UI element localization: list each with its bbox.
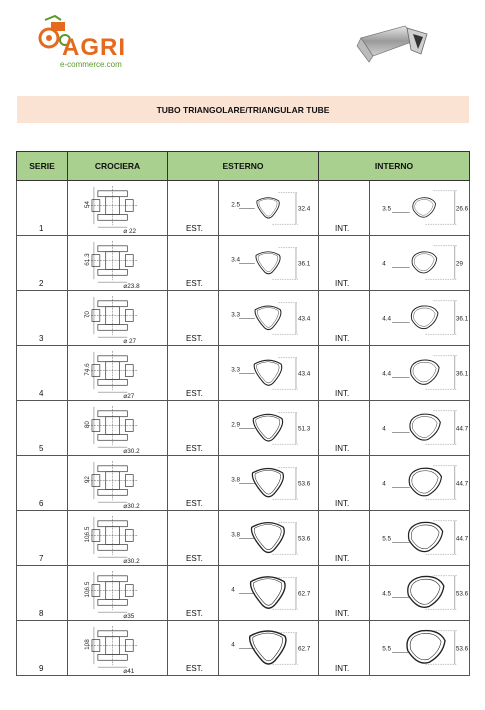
cross-diameter-label: ⌀ 22 (123, 228, 137, 235)
column-header-serie: SERIE (17, 152, 68, 181)
ext-height-label: 43.4 (297, 315, 311, 323)
int-height-label: 26.6 (455, 205, 469, 213)
interno-drawing-cell (370, 346, 470, 401)
table-row (17, 511, 470, 566)
int-height-label: 44.7 (455, 480, 469, 488)
cross-diameter-label: ⌀41 (123, 668, 135, 675)
universal-joint-drawing (68, 401, 167, 455)
internal-profile-drawing (370, 401, 469, 455)
int-label-cell (319, 456, 370, 511)
table-row (17, 621, 470, 676)
est-label-cell (168, 621, 219, 676)
column-header-esterno: ESTERNO (168, 152, 319, 181)
serie-cell (17, 401, 68, 456)
int-label: INT. (335, 609, 350, 618)
external-profile-drawing (219, 511, 318, 565)
external-profile-drawing (219, 401, 318, 455)
int-wall-label: 4 (382, 260, 386, 268)
int-label: INT. (335, 334, 350, 343)
int-label: INT. (335, 499, 350, 508)
cross-height-label: 108 (84, 639, 92, 650)
int-label-cell (319, 236, 370, 291)
serie-cell (17, 236, 68, 291)
table-row (17, 236, 470, 291)
external-profile-drawing (219, 236, 318, 290)
serie-cell (17, 181, 68, 236)
ext-height-label: 53.6 (297, 480, 311, 488)
int-wall-label: 3.5 (382, 205, 392, 213)
table-row (17, 181, 470, 236)
internal-profile-drawing (370, 346, 469, 400)
crociera-cell (68, 401, 168, 456)
ext-wall-label: 3.8 (231, 476, 241, 484)
universal-joint-drawing (68, 346, 167, 400)
cross-diameter-label: ⌀ 27 (123, 338, 137, 345)
est-label-cell (168, 346, 219, 401)
int-label: INT. (335, 279, 350, 288)
cross-diameter-label: ⌀27 (123, 393, 135, 400)
est-label-cell (168, 291, 219, 346)
esterno-drawing-cell (219, 566, 319, 621)
column-header-crociera: CROCIERA (68, 152, 168, 181)
cross-height-label: 54 (84, 201, 92, 209)
external-profile-drawing (219, 291, 318, 345)
esterno-drawing-cell (219, 236, 319, 291)
est-label-cell (168, 511, 219, 566)
int-label-cell (319, 181, 370, 236)
interno-drawing-cell (370, 401, 470, 456)
serie-number: 6 (39, 499, 44, 508)
ext-wall-label: 4 (231, 641, 235, 649)
esterno-drawing-cell (219, 401, 319, 456)
ext-wall-label: 2.9 (231, 421, 241, 429)
tube-spec-table (16, 151, 470, 676)
est-label: EST. (186, 499, 203, 508)
int-height-label: 44.7 (455, 535, 469, 543)
ext-height-label: 43.4 (297, 370, 311, 378)
est-label-cell (168, 181, 219, 236)
crociera-cell (68, 566, 168, 621)
esterno-drawing-cell (219, 291, 319, 346)
table-row (17, 401, 470, 456)
cross-diameter-label: ⌀35 (123, 613, 135, 620)
int-label-cell (319, 566, 370, 621)
est-label: EST. (186, 334, 203, 343)
table-header-row (17, 152, 470, 181)
int-height-label: 36.1 (455, 370, 469, 378)
interno-drawing-cell (370, 236, 470, 291)
int-height-label: 53.6 (455, 590, 469, 598)
ext-height-label: 62.7 (297, 590, 311, 598)
est-label: EST. (186, 444, 203, 453)
cross-height-label: 74.6 (84, 363, 92, 376)
cross-diameter-label: ⌀23.8 (123, 283, 140, 290)
ext-wall-label: 3.4 (231, 256, 241, 264)
int-label-cell (319, 401, 370, 456)
est-label-cell (168, 401, 219, 456)
page-title: TUBO TRIANGOLARE/TRIANGULAR TUBE (17, 96, 469, 123)
external-profile-drawing (219, 456, 318, 510)
universal-joint-drawing (68, 181, 167, 235)
external-profile-drawing (219, 346, 318, 400)
ext-wall-label: 3.8 (231, 531, 241, 539)
crociera-cell (68, 346, 168, 401)
interno-drawing-cell (370, 291, 470, 346)
serie-number: 9 (39, 664, 44, 673)
interno-drawing-cell (370, 621, 470, 676)
ext-height-label: 51.3 (297, 425, 311, 433)
serie-cell (17, 621, 68, 676)
int-wall-label: 4.4 (382, 370, 392, 378)
esterno-drawing-cell (219, 456, 319, 511)
est-label: EST. (186, 279, 203, 288)
est-label-cell (168, 456, 219, 511)
table-row (17, 346, 470, 401)
int-label-cell (319, 511, 370, 566)
table-row (17, 291, 470, 346)
crociera-cell (68, 291, 168, 346)
serie-number: 2 (39, 279, 44, 288)
serie-cell (17, 456, 68, 511)
int-wall-label: 4 (382, 480, 386, 488)
int-wall-label: 4.5 (382, 590, 392, 598)
universal-joint-drawing (68, 236, 167, 290)
crociera-cell (68, 236, 168, 291)
universal-joint-drawing (68, 511, 167, 565)
int-wall-label: 4.4 (382, 315, 392, 323)
cross-height-label: 80 (84, 421, 92, 429)
interno-drawing-cell (370, 566, 470, 621)
table-row (17, 566, 470, 621)
external-profile-drawing (219, 621, 318, 675)
internal-profile-drawing (370, 456, 469, 510)
serie-number: 5 (39, 444, 44, 453)
int-label: INT. (335, 444, 350, 453)
esterno-drawing-cell (219, 621, 319, 676)
cross-height-label: 61.3 (84, 253, 92, 266)
est-label: EST. (186, 664, 203, 673)
logo-subtitle: e-commerce.com (60, 60, 122, 69)
est-label-cell (168, 566, 219, 621)
universal-joint-drawing (68, 456, 167, 510)
internal-profile-drawing (370, 236, 469, 290)
serie-number: 8 (39, 609, 44, 618)
int-label: INT. (335, 389, 350, 398)
logo-text: AGRI (62, 34, 126, 61)
universal-joint-drawing (68, 291, 167, 345)
int-label: INT. (335, 664, 350, 673)
ext-wall-label: 4 (231, 586, 235, 594)
esterno-drawing-cell (219, 511, 319, 566)
ext-height-label: 36.1 (297, 260, 311, 268)
triangular-tube-image (355, 20, 435, 68)
int-height-label: 53.6 (455, 645, 469, 653)
serie-cell (17, 566, 68, 621)
cross-height-label: 106.5 (84, 581, 92, 598)
crociera-cell (68, 621, 168, 676)
int-wall-label: 5.5 (382, 645, 392, 653)
table-row (17, 456, 470, 511)
ext-height-label: 62.7 (297, 645, 311, 653)
serie-number: 7 (39, 554, 44, 563)
int-label-cell (319, 291, 370, 346)
crociera-cell (68, 181, 168, 236)
internal-profile-drawing (370, 511, 469, 565)
int-height-label: 36.1 (455, 315, 469, 323)
serie-cell (17, 291, 68, 346)
internal-profile-drawing (370, 566, 469, 620)
cross-height-label: 106.5 (84, 526, 92, 543)
est-label-cell (168, 236, 219, 291)
universal-joint-drawing (68, 621, 167, 675)
ext-wall-label: 3.3 (231, 366, 241, 374)
esterno-drawing-cell (219, 346, 319, 401)
int-label-cell (319, 346, 370, 401)
cross-height-label: 92 (84, 476, 92, 484)
internal-profile-drawing (370, 291, 469, 345)
ext-wall-label: 2.5 (231, 201, 241, 209)
crociera-cell (68, 456, 168, 511)
internal-profile-drawing (370, 621, 469, 675)
serie-cell (17, 346, 68, 401)
interno-drawing-cell (370, 511, 470, 566)
cross-diameter-label: ⌀30.2 (123, 503, 140, 510)
external-profile-drawing (219, 566, 318, 620)
serie-number: 4 (39, 389, 44, 398)
interno-drawing-cell (370, 456, 470, 511)
crociera-cell (68, 511, 168, 566)
cross-diameter-label: ⌀30.2 (123, 448, 140, 455)
esterno-drawing-cell (219, 181, 319, 236)
cross-height-label: 70 (84, 311, 92, 319)
column-header-interno: INTERNO (319, 152, 470, 181)
int-height-label: 44.7 (455, 425, 469, 433)
cross-diameter-label: ⌀30.2 (123, 558, 140, 565)
int-wall-label: 4 (382, 425, 386, 433)
est-label: EST. (186, 389, 203, 398)
est-label: EST. (186, 224, 203, 233)
ext-height-label: 32.4 (297, 205, 311, 213)
interno-drawing-cell (370, 181, 470, 236)
int-label: INT. (335, 224, 350, 233)
int-label: INT. (335, 554, 350, 563)
int-label-cell (319, 621, 370, 676)
int-wall-label: 5.5 (382, 535, 392, 543)
ext-height-label: 53.6 (297, 535, 311, 543)
internal-profile-drawing (370, 181, 469, 235)
ext-wall-label: 3.3 (231, 311, 241, 319)
serie-number: 3 (39, 334, 44, 343)
est-label: EST. (186, 609, 203, 618)
est-label: EST. (186, 554, 203, 563)
int-height-label: 29 (455, 260, 463, 268)
serie-number: 1 (39, 224, 44, 233)
universal-joint-drawing (68, 566, 167, 620)
serie-cell (17, 511, 68, 566)
external-profile-drawing (219, 181, 318, 235)
